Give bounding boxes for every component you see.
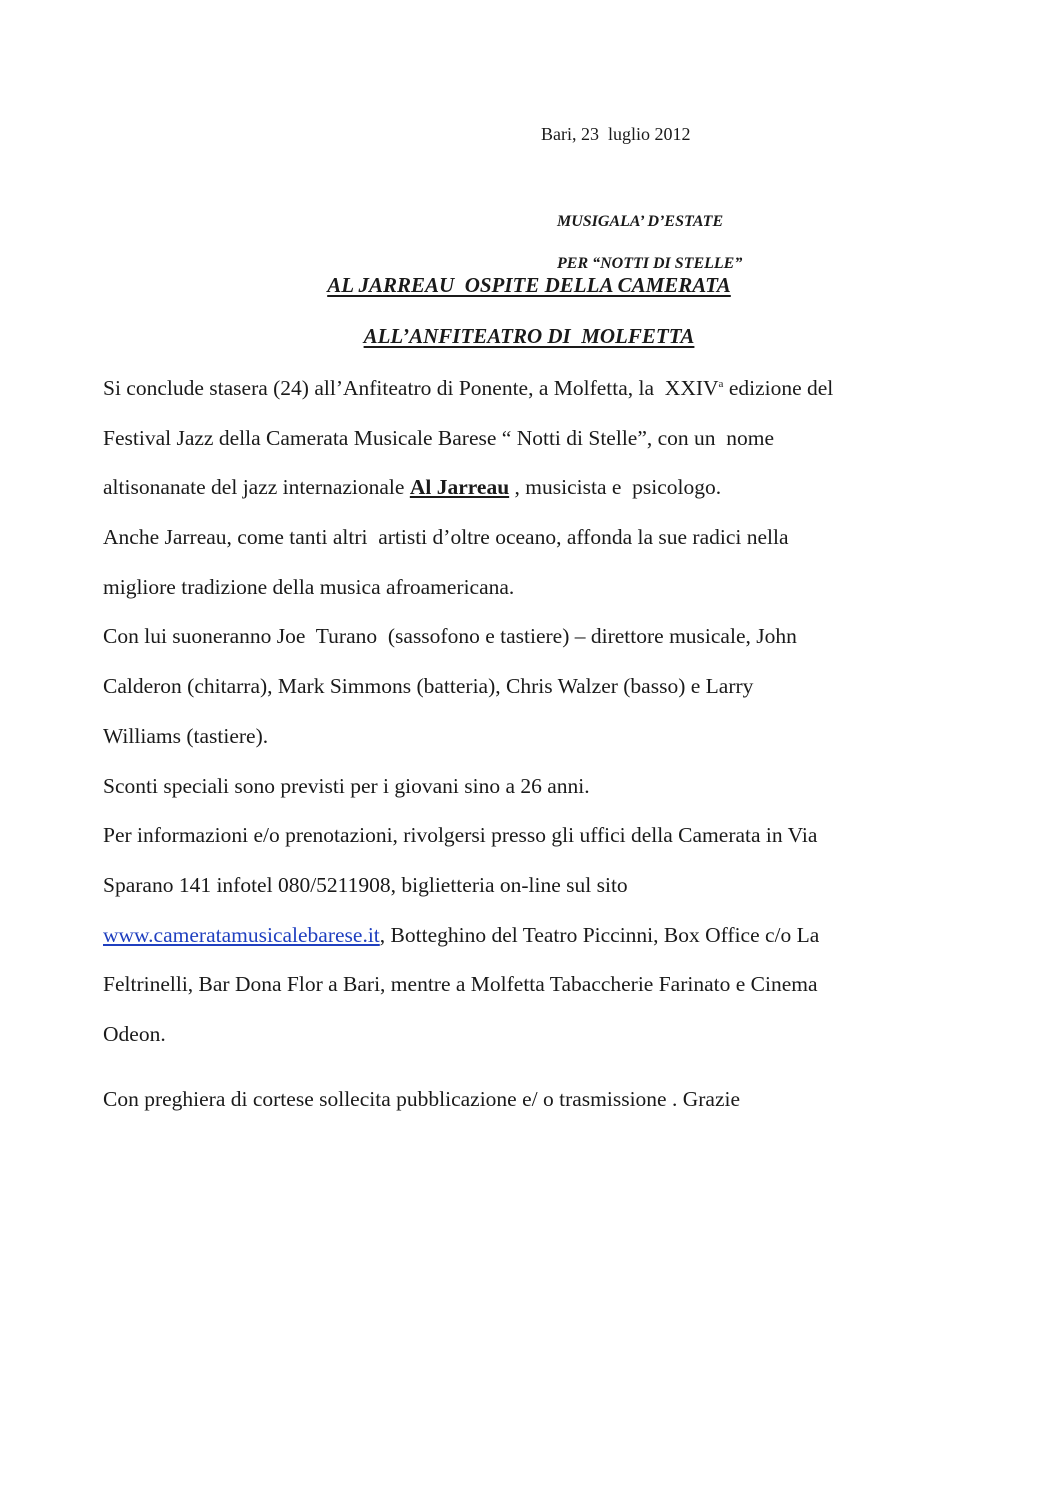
body-line: Per informazioni e/o prenotazioni, rivolgersi presso gli uffici della Camerata in Via xyxy=(103,823,818,848)
letter-date: Bari, 23 luglio 2012 xyxy=(541,124,691,144)
body-text: , Botteghino del Teatro Piccinni, Box Office c/o La xyxy=(379,922,820,947)
body-text: Si conclude stasera (24) all’Anfiteatro di Ponente, a Molfetta, la XXIV xyxy=(103,376,719,400)
press-release-body xyxy=(103,364,983,1060)
body-line xyxy=(103,364,983,414)
body-text: , musicista e psicologo. xyxy=(509,475,722,500)
body-line: Williams (tastiere). xyxy=(103,723,269,748)
body-line xyxy=(103,463,983,513)
tagline-line-2: PER “NOTTI DI STELLE” xyxy=(557,255,743,272)
body-line xyxy=(103,911,983,961)
website-link[interactable]: www.cameratamusicalebarese.it xyxy=(103,922,380,947)
headline-line-1: AL JARREAU OSPITE DELLA CAMERATA xyxy=(327,273,731,297)
body-line: Festival Jazz della Camerata Musicale Barese “ Notti di Stelle”, con un nome xyxy=(103,425,775,450)
body-line: Sparano 141 infotel 080/5211908, biglietteria on-line sul sito xyxy=(103,872,628,897)
headline-line-2: ALL’ANFITEATRO DI MOLFETTA xyxy=(363,324,695,348)
body-line: migliore tradizione della musica afroamericana. xyxy=(103,574,515,599)
body-text: edizione del xyxy=(723,376,834,400)
body-line: Feltrinelli, Bar Dona Flor a Bari, mentre a Molfetta Tabaccherie Farinato e Cinema xyxy=(103,972,818,997)
body-line: Con lui suoneranno Joe Turano (sassofono e tastiere) – direttore musicale, John xyxy=(103,624,797,649)
body-line: Odeon. xyxy=(103,1021,166,1046)
closing-line: Con preghiera di cortese sollecita pubblicazione e/ o trasmissione . Grazie xyxy=(103,1087,741,1111)
ordinal-superscript: a xyxy=(718,378,724,390)
body-line: Calderon (chitarra), Mark Simmons (batteria), Chris Walzer (basso) e Larry xyxy=(103,674,754,699)
body-line: Sconti speciali sono previsti per i giovani sino a 26 anni. xyxy=(103,773,590,798)
tagline-line-1: MUSIGALA’ D’ESTATE xyxy=(557,213,724,230)
body-text: altisonanate del jazz internazionale xyxy=(103,475,410,500)
artist-name: Al Jarreau xyxy=(409,475,510,500)
body-line: Anche Jarreau, come tanti altri artisti d’oltre oceano, affonda la sue radici nella xyxy=(103,525,789,550)
